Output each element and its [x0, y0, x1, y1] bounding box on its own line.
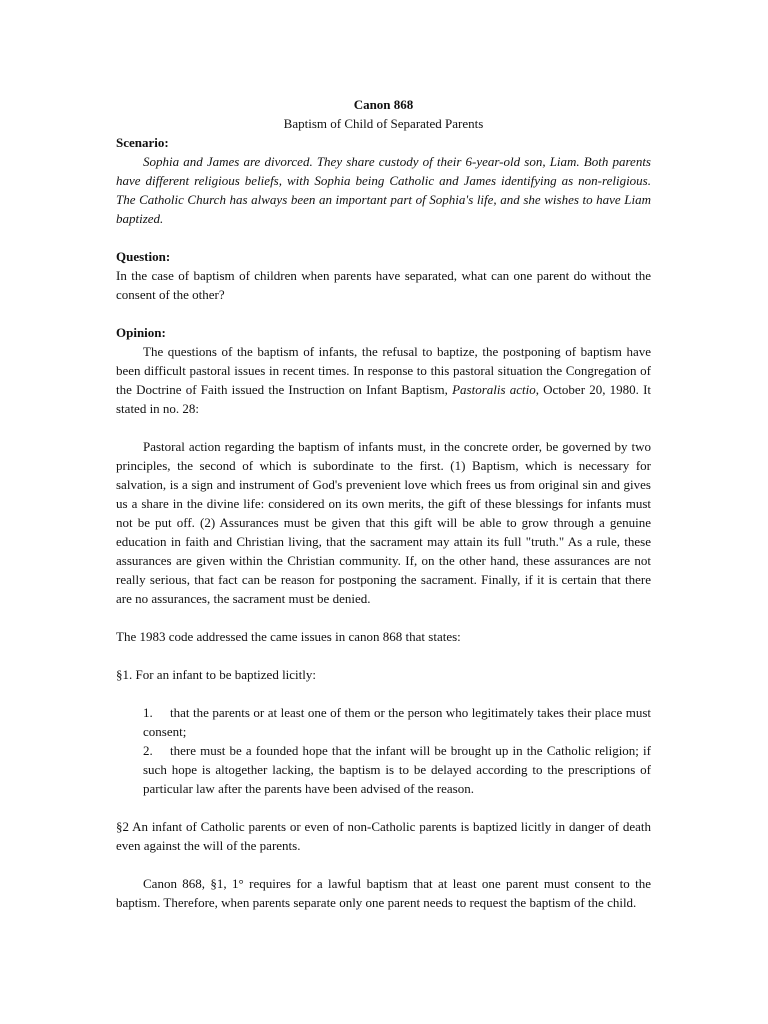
quoted-instruction: Pastoral action regarding the baptism of infants must, in the concrete order, be governed by two principles, the second of which is subordinate to the first. (1) Baptism, which is necessary for salvation, is a sign and instrument of God's prevenient love which frees us from original sin and gives us a share in the divine life: considered on its own merits, the gift of these blessings for infants must not be put off. (2) Assurances must be given that this gift will be able to grow through a genuine education in faith and Christian living, that the sacrament may attain its full "truth." As a rule, these assurances are given within the Christian community. If, on the other hand, these assurances are not really serious, that fact can be reason for postponing the sacrament. Finally, if it is certain that there are no assurances, the sacrament must be denied. [116, 439, 651, 606]
scenario-text: Sophia and James are divorced. They share custody of their 6-year-old son, Liam. Both parents have different religious beliefs, with Sophia being Catholic and James identifying as non-religious. The Catholic Church has always been an important part of Sophia's life, and she wishes to have Liam baptized. [116, 154, 651, 226]
document-title: Canon 868 [353, 97, 414, 112]
spacer [116, 798, 651, 817]
canon-section-1: §1. For an infant to be baptized licitly: [116, 667, 317, 682]
spacer [116, 684, 651, 703]
opinion-paragraph [116, 342, 651, 418]
code-intro: The 1983 code addressed the came issues in canon 868 that states: [116, 629, 461, 644]
conclusion-paragraph: Canon 868, §1, 1° requires for a lawful baptism that at least one parent must consent to the baptism. Therefore, when parents separate only one parent needs to request the baptism of the child. [116, 876, 651, 910]
list-item-text: there must be a founded hope that the infant will be brought up in the Catholic religion; if such hope is altogether lacking, the baptism is to be delayed according to the prescriptions of particular law after the parents have been advised of the reason. [143, 743, 651, 796]
opinion-heading: Opinion: [116, 325, 166, 340]
spacer [116, 608, 651, 627]
document-page [116, 95, 651, 912]
spacer [116, 304, 651, 323]
canon-section-2: §2 An infant of Catholic parents or even of non-Catholic parents is baptized licitly in danger of death even against the will of the parents. [116, 819, 651, 853]
list-item [143, 741, 651, 798]
question-heading: Question: [116, 249, 171, 264]
spacer [116, 418, 651, 437]
spacer [116, 646, 651, 665]
document-citation: Pastoralis actio [452, 382, 536, 397]
document-subtitle: Baptism of Child of Separated Parents [283, 116, 484, 131]
list-item-text: that the parents or at least one of them or the person who legitimately takes their place must consent; [143, 705, 651, 739]
scenario-heading: Scenario: [116, 135, 169, 150]
spacer [116, 228, 651, 247]
spacer [116, 855, 651, 874]
list-number: 1. [143, 705, 153, 720]
list-number: 2. [143, 743, 153, 758]
opinion-paragraph-text: The questions of the baptism of infants, the refusal to baptize, the postponing of baptism have been difficult pastoral issues in recent times. In response to this pastoral situation the Congregation of the Doctrine of Faith issued the Instruction on Infant Baptism, [116, 344, 651, 397]
list-item [143, 703, 651, 741]
opinion-paragraph-text-end: , October 20, 1980. It stated in no. 28: [116, 382, 652, 416]
question-text: In the case of baptism of children when parents have separated, what can one parent do without the consent of the other? [116, 268, 651, 302]
canon-list [143, 703, 651, 798]
